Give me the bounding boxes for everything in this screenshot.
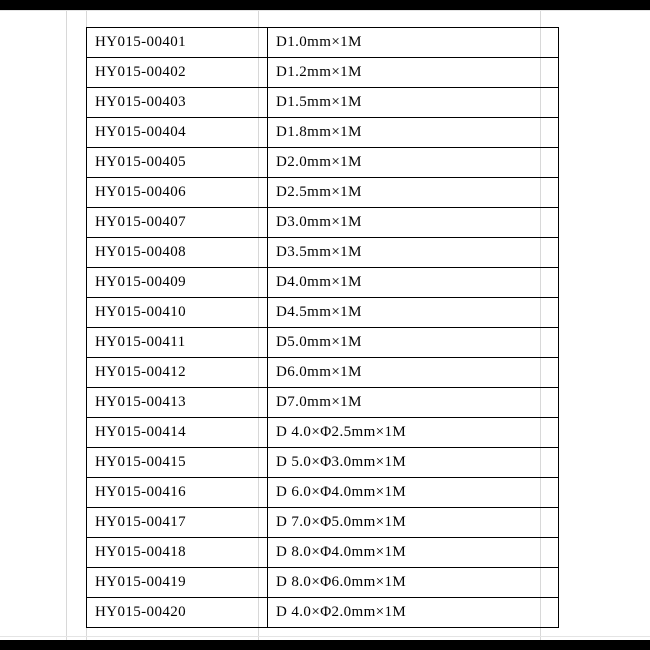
product-spec-cell[interactable]: D 8.0×Φ6.0mm×1M [268,568,559,598]
table-row[interactable] [87,568,559,598]
product-spec-cell[interactable]: D 6.0×Φ4.0mm×1M [268,478,559,508]
table-row[interactable] [87,268,559,298]
product-code-cell[interactable]: HY015-00416 [87,478,268,508]
table-row[interactable] [87,358,559,388]
product-code-cell[interactable]: HY015-00412 [87,358,268,388]
table-row[interactable] [87,28,559,58]
table-row[interactable] [87,118,559,148]
product-spec-cell[interactable]: D3.0mm×1M [268,208,559,238]
product-spec-cell[interactable]: D3.5mm×1M [268,238,559,268]
product-spec-cell[interactable]: D1.2mm×1M [268,58,559,88]
table-row[interactable] [87,418,559,448]
product-code-cell[interactable]: HY015-00401 [87,28,268,58]
sheet-gridline-horizontal [0,636,650,637]
product-spec-cell[interactable]: D7.0mm×1M [268,388,559,418]
table-row[interactable] [87,598,559,628]
product-spec-cell[interactable]: D 8.0×Φ4.0mm×1M [268,538,559,568]
table-row[interactable] [87,388,559,418]
product-spec-cell[interactable]: D2.0mm×1M [268,148,559,178]
product-spec-cell[interactable]: D4.5mm×1M [268,298,559,328]
product-spec-cell[interactable]: D2.5mm×1M [268,178,559,208]
product-code-cell[interactable]: HY015-00405 [87,148,268,178]
table-row[interactable] [87,148,559,178]
product-spec-cell[interactable]: D1.0mm×1M [268,28,559,58]
product-code-cell[interactable]: HY015-00420 [87,598,268,628]
table-row[interactable] [87,508,559,538]
product-table [86,27,559,628]
product-code-cell[interactable]: HY015-00413 [87,388,268,418]
table-row[interactable] [87,208,559,238]
product-code-cell[interactable]: HY015-00407 [87,208,268,238]
top-letterbox-bar [0,0,650,10]
table-row[interactable] [87,178,559,208]
bottom-letterbox-bar [0,640,650,650]
product-code-cell[interactable]: HY015-00418 [87,538,268,568]
product-code-cell[interactable]: HY015-00411 [87,328,268,358]
product-code-cell[interactable]: HY015-00410 [87,298,268,328]
product-code-cell[interactable]: HY015-00408 [87,238,268,268]
table-row[interactable] [87,88,559,118]
sheet-gridline-horizontal [0,10,650,11]
product-spec-cell[interactable]: D6.0mm×1M [268,358,559,388]
sheet-gridline-vertical [66,10,67,640]
product-spec-cell[interactable]: D 5.0×Φ3.0mm×1M [268,448,559,478]
table-row[interactable] [87,478,559,508]
table-row[interactable] [87,298,559,328]
product-code-cell[interactable]: HY015-00403 [87,88,268,118]
product-spec-cell[interactable]: D4.0mm×1M [268,268,559,298]
product-code-cell[interactable]: HY015-00409 [87,268,268,298]
product-table-body [87,28,559,628]
product-spec-cell[interactable]: D5.0mm×1M [268,328,559,358]
table-row[interactable] [87,238,559,268]
spreadsheet-sheet[interactable] [0,10,650,640]
product-code-cell[interactable]: HY015-00402 [87,58,268,88]
product-spec-cell[interactable]: D 7.0×Φ5.0mm×1M [268,508,559,538]
product-code-cell[interactable]: HY015-00415 [87,448,268,478]
table-row[interactable] [87,538,559,568]
product-spec-cell[interactable]: D1.5mm×1M [268,88,559,118]
product-spec-cell[interactable]: D1.8mm×1M [268,118,559,148]
product-spec-cell[interactable]: D 4.0×Φ2.5mm×1M [268,418,559,448]
table-row[interactable] [87,448,559,478]
product-code-cell[interactable]: HY015-00414 [87,418,268,448]
product-code-cell[interactable]: HY015-00404 [87,118,268,148]
product-code-cell[interactable]: HY015-00406 [87,178,268,208]
table-row[interactable] [87,328,559,358]
product-code-cell[interactable]: HY015-00419 [87,568,268,598]
table-row[interactable] [87,58,559,88]
product-spec-cell[interactable]: D 4.0×Φ2.0mm×1M [268,598,559,628]
product-code-cell[interactable]: HY015-00417 [87,508,268,538]
